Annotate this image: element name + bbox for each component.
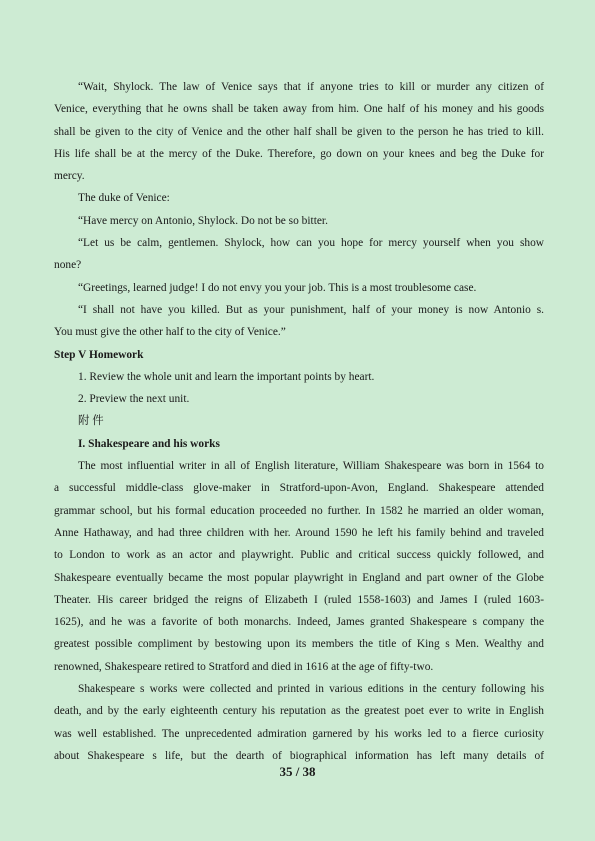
text-line: 1625), and he was a favorite of both monarchs. Indeed, James granted Shakespeare s company the <box>54 616 544 629</box>
text-line: to London to work as an actor and playwright. Public and critical success quickly followed, and <box>54 549 544 562</box>
text-line: “Wait, Shylock. The law of Venice says that if anyone tries to kill or murder any citizen of <box>78 81 544 93</box>
text-line: Shakespeare eventually became the most popular playwright in England and part owner of the Globe <box>54 571 544 584</box>
appendix-label: 附 件 <box>78 415 104 428</box>
text-line: death, and by the early eighteenth century his reputation as the greatest poet ever to write in English <box>54 705 544 718</box>
list-item: 1. Review the whole unit and learn the important points by heart. <box>78 370 375 383</box>
section-heading: Step V Homework <box>54 348 144 361</box>
text-line: “Greetings, learned judge! I do not envy you your job. This is a most troublesome case. <box>78 281 477 294</box>
text-line: Shakespeare s works were collected and printed in various editions in the century following his <box>78 683 544 696</box>
text-line: You must give the other half to the city of Venice.” <box>54 326 286 339</box>
text-line: shall be given to the city of Venice and the other half shall be given to the person he has tried to kill. <box>54 125 544 138</box>
text-line: Anne Hathaway, and had three children with her. Around 1590 he left his family behind and traveled <box>54 526 544 539</box>
text-line: “Have mercy on Antonio, Shylock. Do not be so bitter. <box>78 214 328 227</box>
text-line: mercy. <box>54 170 85 183</box>
speaker-label: The duke of Venice: <box>78 192 170 205</box>
text-line: Venice, everything that he owns shall be taken away from him. One half of his money and his goods <box>54 103 544 116</box>
text-line: about Shakespeare s life, but the dearth of biographical information has left many details of <box>54 749 544 762</box>
section-heading: I. Shakespeare and his works <box>78 437 220 450</box>
text-line: a successful middle-class glove-maker in Stratford-upon-Avon, England. Shakespeare attended <box>54 482 544 495</box>
page-body <box>54 76 544 767</box>
text-line: was well established. The unprecedented admiration garnered by his works led to a fierce curiosity <box>54 727 544 740</box>
text-line: greatest possible compliment by bestowing upon its members the title of King s Men. Wealthy and <box>54 638 544 651</box>
page-number: 35 / 38 <box>279 764 316 779</box>
text-line: “I shall not have you killed. But as your punishment, half of your money is now Antonio s. <box>78 303 544 316</box>
text-line: renowned, Shakespeare retired to Stratford and died in 1616 at the age of fifty-two. <box>54 660 434 673</box>
text-line: The most influential writer in all of English literature, William Shakespeare was born in 1564 to <box>78 460 544 473</box>
text-line: none? <box>54 259 82 272</box>
text-line: grammar school, but his formal education proceeded no further. In 1582 he married an older woman, <box>54 504 544 517</box>
text-line: His life shall be at the mercy of the Duke. Therefore, go down on your knees and beg the Duke for <box>54 147 544 160</box>
text-line: Theater. His career bridged the reigns of Elizabeth I (ruled 1558-1603) and James I (ruled 1603- <box>54 593 544 606</box>
text-line: “Let us be calm, gentlemen. Shylock, how can you hope for mercy yourself when you show <box>78 237 544 250</box>
list-item: 2. Preview the next unit. <box>78 393 190 406</box>
